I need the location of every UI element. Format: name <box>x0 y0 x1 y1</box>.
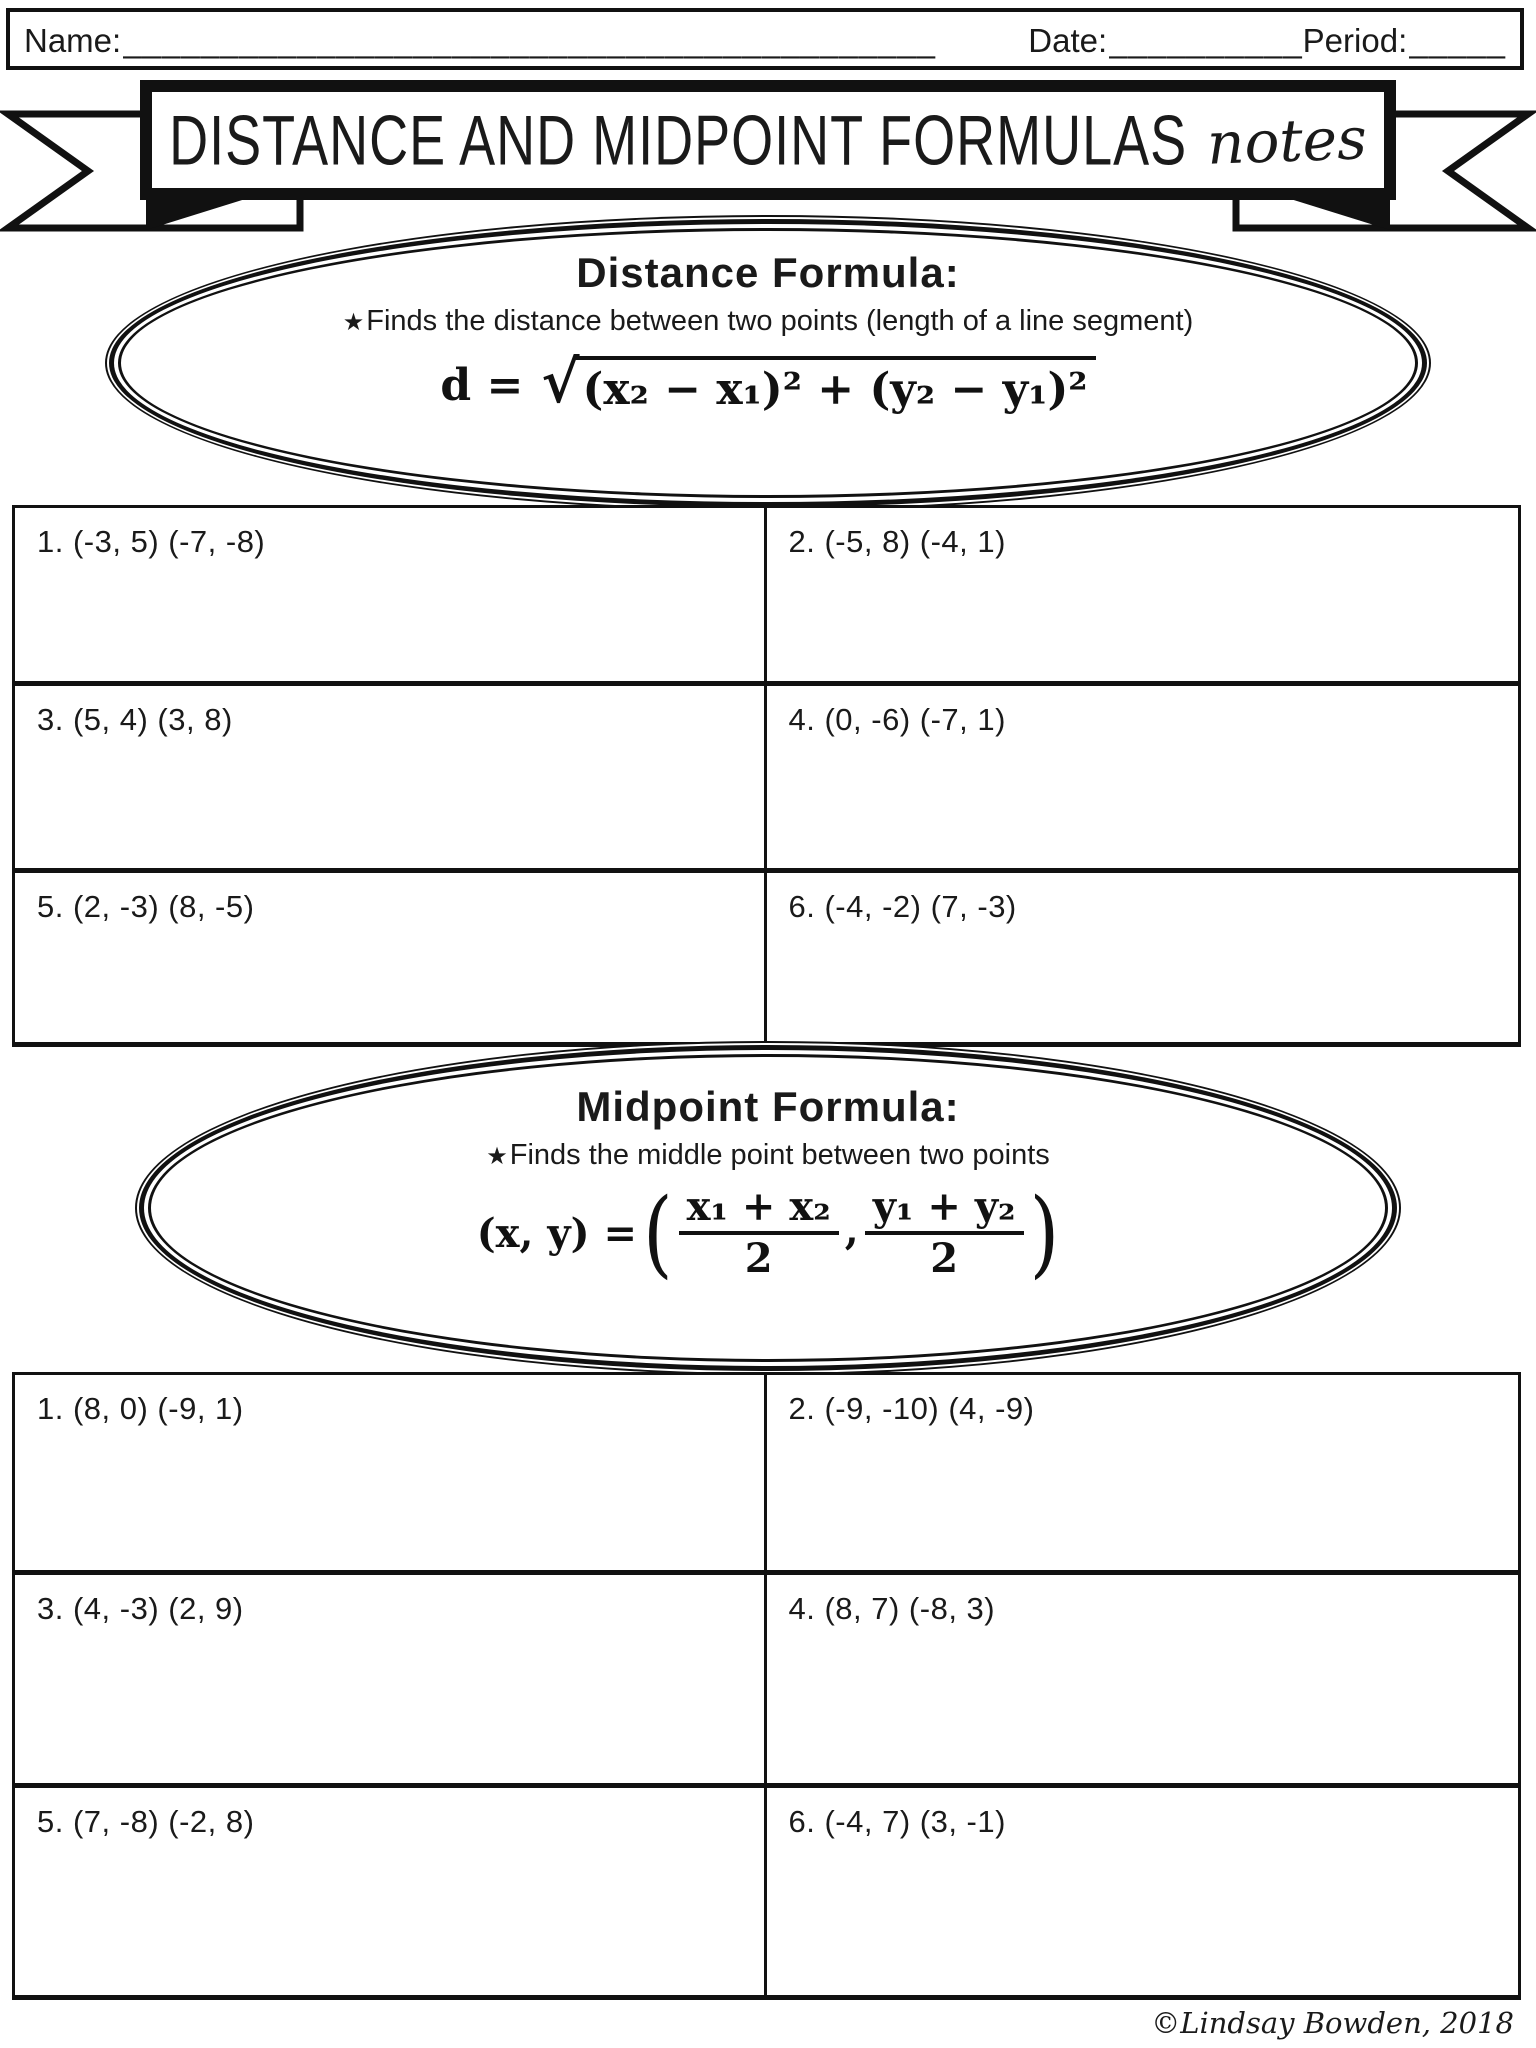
radicand-text: (x₂ − x₁)² + (y₂ − y₁)² <box>573 356 1096 415</box>
header-box <box>6 8 1524 70</box>
y-fraction <box>865 1183 1024 1282</box>
x-fraction-denominator: 2 <box>744 1235 773 1282</box>
close-paren: ) <box>1029 1176 1060 1288</box>
distance-problems-table <box>12 505 1521 1047</box>
distance-problem-2: 2. (-5, 8) (-4, 1) <box>767 508 1519 686</box>
open-paren: ( <box>642 1176 673 1288</box>
midpoint-formula-equation <box>476 1176 1060 1288</box>
x-fraction-numerator: x₁ + x₂ <box>679 1186 839 1235</box>
copyright-credit: ©Lindsay Bowden, 2018 <box>1151 2006 1514 2040</box>
name-label: Name: <box>24 22 122 59</box>
midpoint-formula-subtitle <box>486 1139 1050 1172</box>
midpoint-problem-4: 4. (8, 7) (-8, 3) <box>767 1575 1519 1788</box>
banner-title <box>160 86 1376 196</box>
distance-formula-title: Distance Formula: <box>576 249 960 296</box>
midpoint-problem-3: 3. (4, -3) (2, 9) <box>15 1575 767 1788</box>
period-label: Period: <box>1302 22 1408 59</box>
radical-sign: √ <box>541 347 580 416</box>
distance-problem-3: 3. (5, 4) (3, 8) <box>15 686 767 873</box>
star-bullet-icon: ★ <box>342 309 365 336</box>
midpoint-problem-1: 1. (8, 0) (-9, 1) <box>15 1375 767 1575</box>
banner-title-text: DISTANCE AND MIDPOINT FORMULAS <box>169 102 1188 180</box>
y-fraction-denominator: 2 <box>930 1235 959 1282</box>
period-blank-line: _____ <box>1409 22 1506 59</box>
midpoint-problem-6: 6. (-4, 7) (3, -1) <box>788 1804 1006 1839</box>
distance-problem-5: 5. (2, -3) (8, -5) <box>15 873 767 1042</box>
midpoint-formula-title: Midpoint Formula: <box>576 1083 960 1130</box>
y-fraction-numerator: y₁ + y₂ <box>865 1186 1024 1235</box>
banner-title-script: notes <box>1206 104 1369 178</box>
fraction-separator-comma: , <box>844 1207 859 1254</box>
midpoint-problem-5: 5. (7, -8) (-2, 8) <box>15 1788 767 1995</box>
date-label: Date: <box>1028 22 1108 59</box>
square-root-expression <box>541 347 1095 416</box>
title-banner <box>0 78 1536 236</box>
distance-formula-subtitle <box>343 305 1194 338</box>
distance-problem-1: 1. (-3, 5) (-7, -8) <box>15 508 767 686</box>
date-blank-line: __________ <box>1109 22 1303 59</box>
distance-problem-4: 4. (0, -6) (-7, 1) <box>767 686 1519 873</box>
distance-subtitle-text: Finds the distance between two points (length of a line segment) <box>366 305 1194 337</box>
star-bullet-icon: ★ <box>486 1143 508 1170</box>
distance-formula-lhs: d = <box>440 360 524 411</box>
midpoint-problem-2: 2. (-9, -10) (4, -9) <box>767 1375 1519 1575</box>
distance-formula-callout <box>118 228 1418 498</box>
midpoint-problems-table <box>12 1372 1521 2000</box>
distance-formula-equation <box>440 347 1095 416</box>
midpoint-formula-lhs: (x, y) = <box>476 1209 637 1257</box>
name-blank-line: __________________________________________ <box>123 22 937 59</box>
midpoint-subtitle-text: Finds the middle point between two points <box>509 1139 1050 1171</box>
distance-problem-6: 6. (-4, -2) (7, -3) <box>788 889 1017 924</box>
midpoint-formula-callout <box>148 1054 1388 1362</box>
x-fraction <box>679 1183 839 1282</box>
